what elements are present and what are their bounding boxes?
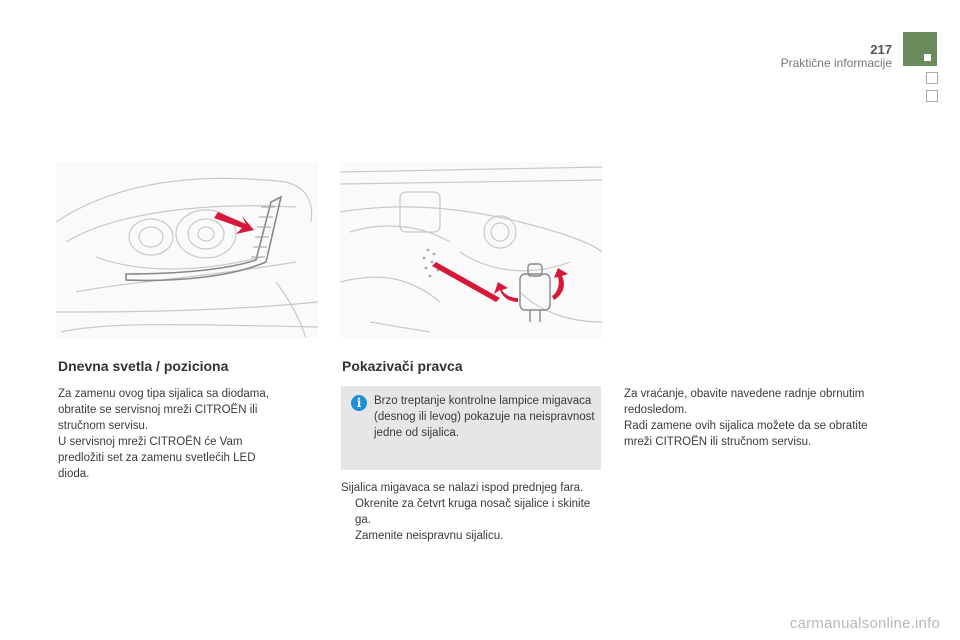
left-paragraph-2: U servisnoj mreži CITROËN će Vam predložiti set za zamenu svetlećih LED dioda. <box>58 436 256 480</box>
page-number: 217 <box>870 42 892 57</box>
chapter-tab-marker <box>924 54 931 61</box>
step-2-text: Zamenite neispravnu sijalicu. <box>355 530 504 542</box>
right-paragraph-2: Radi zamene ovih sijalica možete da se obratite mreži CITROËN ili stručnom servisu. <box>624 420 868 448</box>
arrow-icon <box>214 212 254 234</box>
left-paragraph-1: Za zamenu ovog tipa sijalica sa diodama, obratite se servisnoj mreži CITROËN ili stručnom servisu. <box>58 388 269 432</box>
heading-daytime-lights: Dnevna svetla / poziciona <box>58 358 229 374</box>
right-paragraph-1: Za vraćanje, obavite navedene radnje obrnutim redosledom. <box>624 388 865 416</box>
info-icon: i <box>351 395 367 411</box>
info-text: Brzo treptanje kontrolne lampice migavaca (desnog ili levog) pokazuje na neispravnost jedne od sijalica. <box>374 395 595 439</box>
chapter-tab[interactable] <box>903 32 937 66</box>
step-1 <box>341 496 603 528</box>
rotate-right-arrow-icon <box>552 268 568 300</box>
info-box <box>341 386 601 470</box>
chapter-box-2[interactable] <box>926 90 938 102</box>
headlamp-illustration <box>56 162 318 338</box>
chapter-box-1[interactable] <box>926 72 938 84</box>
middle-intro: Sijalica migavaca se nalazi ispod prednjeg fara. <box>341 482 584 494</box>
heading-turn-signals: Pokazivači pravca <box>342 358 463 374</box>
bullet-icon <box>341 496 355 528</box>
middle-column-text <box>341 480 603 544</box>
left-column-text <box>58 386 288 482</box>
watermark: carmanualsonline.info <box>789 615 940 632</box>
section-title: Praktične informacije <box>780 56 892 70</box>
turn-signal-illustration <box>340 162 602 338</box>
right-column-text <box>624 386 892 450</box>
step-1-text: Okrenite za četvrt kruga nosač sijalice i skinite ga. <box>355 498 591 526</box>
bullet-icon <box>341 528 355 544</box>
step-2 <box>341 528 603 544</box>
